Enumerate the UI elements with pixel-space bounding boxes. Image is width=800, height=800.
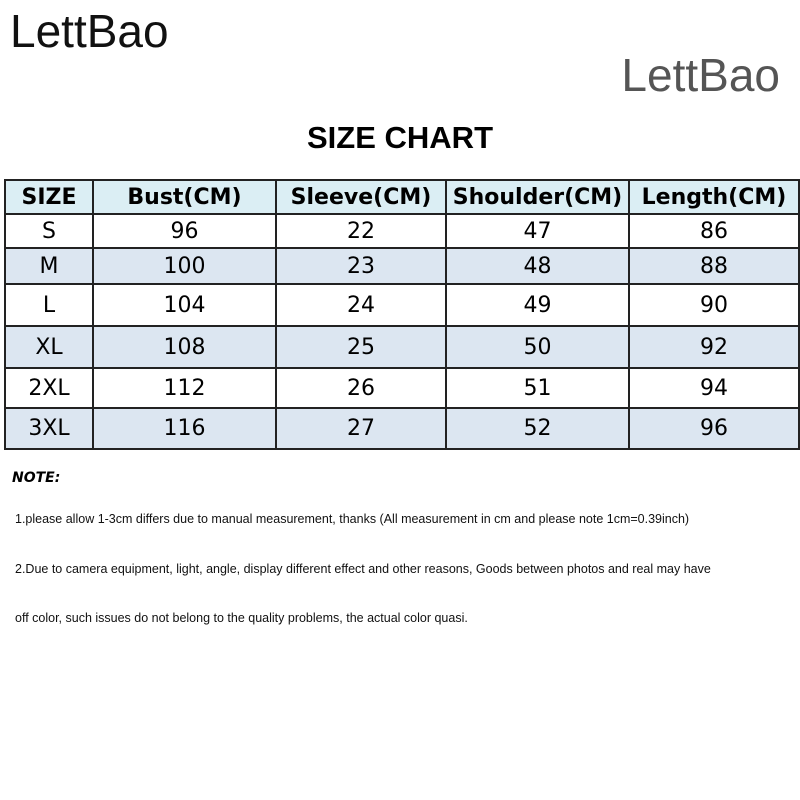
cell: 22 xyxy=(276,214,446,248)
note-label: NOTE: xyxy=(12,470,61,486)
cell: 112 xyxy=(93,368,276,408)
table-row xyxy=(5,408,799,449)
page-title: SIZE CHART xyxy=(307,120,493,155)
cell: 100 xyxy=(93,248,276,284)
cell: 96 xyxy=(93,214,276,248)
table-row xyxy=(5,284,799,326)
table-row xyxy=(5,368,799,408)
cell: 88 xyxy=(629,248,799,284)
note-line-2: 2.Due to camera equipment, light, angle, display different effect and other reasons, Goods between photos and real may have xyxy=(15,562,711,576)
cell: 52 xyxy=(446,408,629,449)
table-row xyxy=(5,214,799,248)
cell: 116 xyxy=(93,408,276,449)
cell: 104 xyxy=(93,284,276,326)
cell: 24 xyxy=(276,284,446,326)
note-line-1: 1.please allow 1-3cm differs due to manual measurement, thanks (All measurement in cm and please note 1cm=0.39inch) xyxy=(15,512,690,526)
cell: 2XL xyxy=(5,368,93,408)
brand-logo: LettBao xyxy=(10,5,169,57)
size-table xyxy=(4,179,800,450)
table-header-row xyxy=(5,180,799,214)
cell: M xyxy=(5,248,93,284)
header-sleeve: Sleeve(CM) xyxy=(276,180,446,214)
cell: 108 xyxy=(93,326,276,368)
cell: 49 xyxy=(446,284,629,326)
watermark: LettBao xyxy=(621,49,780,101)
cell: 23 xyxy=(276,248,446,284)
cell: 48 xyxy=(446,248,629,284)
cell: S xyxy=(5,214,93,248)
cell: XL xyxy=(5,326,93,368)
header-bust: Bust(CM) xyxy=(93,180,276,214)
cell: 3XL xyxy=(5,408,93,449)
cell: 96 xyxy=(629,408,799,449)
cell: 47 xyxy=(446,214,629,248)
cell: 25 xyxy=(276,326,446,368)
table-row xyxy=(5,248,799,284)
cell: L xyxy=(5,284,93,326)
cell: 86 xyxy=(629,214,799,248)
note-line-3: off color, such issues do not belong to the quality problems, the actual color quasi. xyxy=(15,611,468,625)
header-size: SIZE xyxy=(5,180,93,214)
header-length: Length(CM) xyxy=(629,180,799,214)
cell: 50 xyxy=(446,326,629,368)
cell: 26 xyxy=(276,368,446,408)
table-row xyxy=(5,326,799,368)
cell: 92 xyxy=(629,326,799,368)
cell: 94 xyxy=(629,368,799,408)
cell: 51 xyxy=(446,368,629,408)
header-shoulder: Shoulder(CM) xyxy=(446,180,629,214)
cell: 27 xyxy=(276,408,446,449)
cell: 90 xyxy=(629,284,799,326)
